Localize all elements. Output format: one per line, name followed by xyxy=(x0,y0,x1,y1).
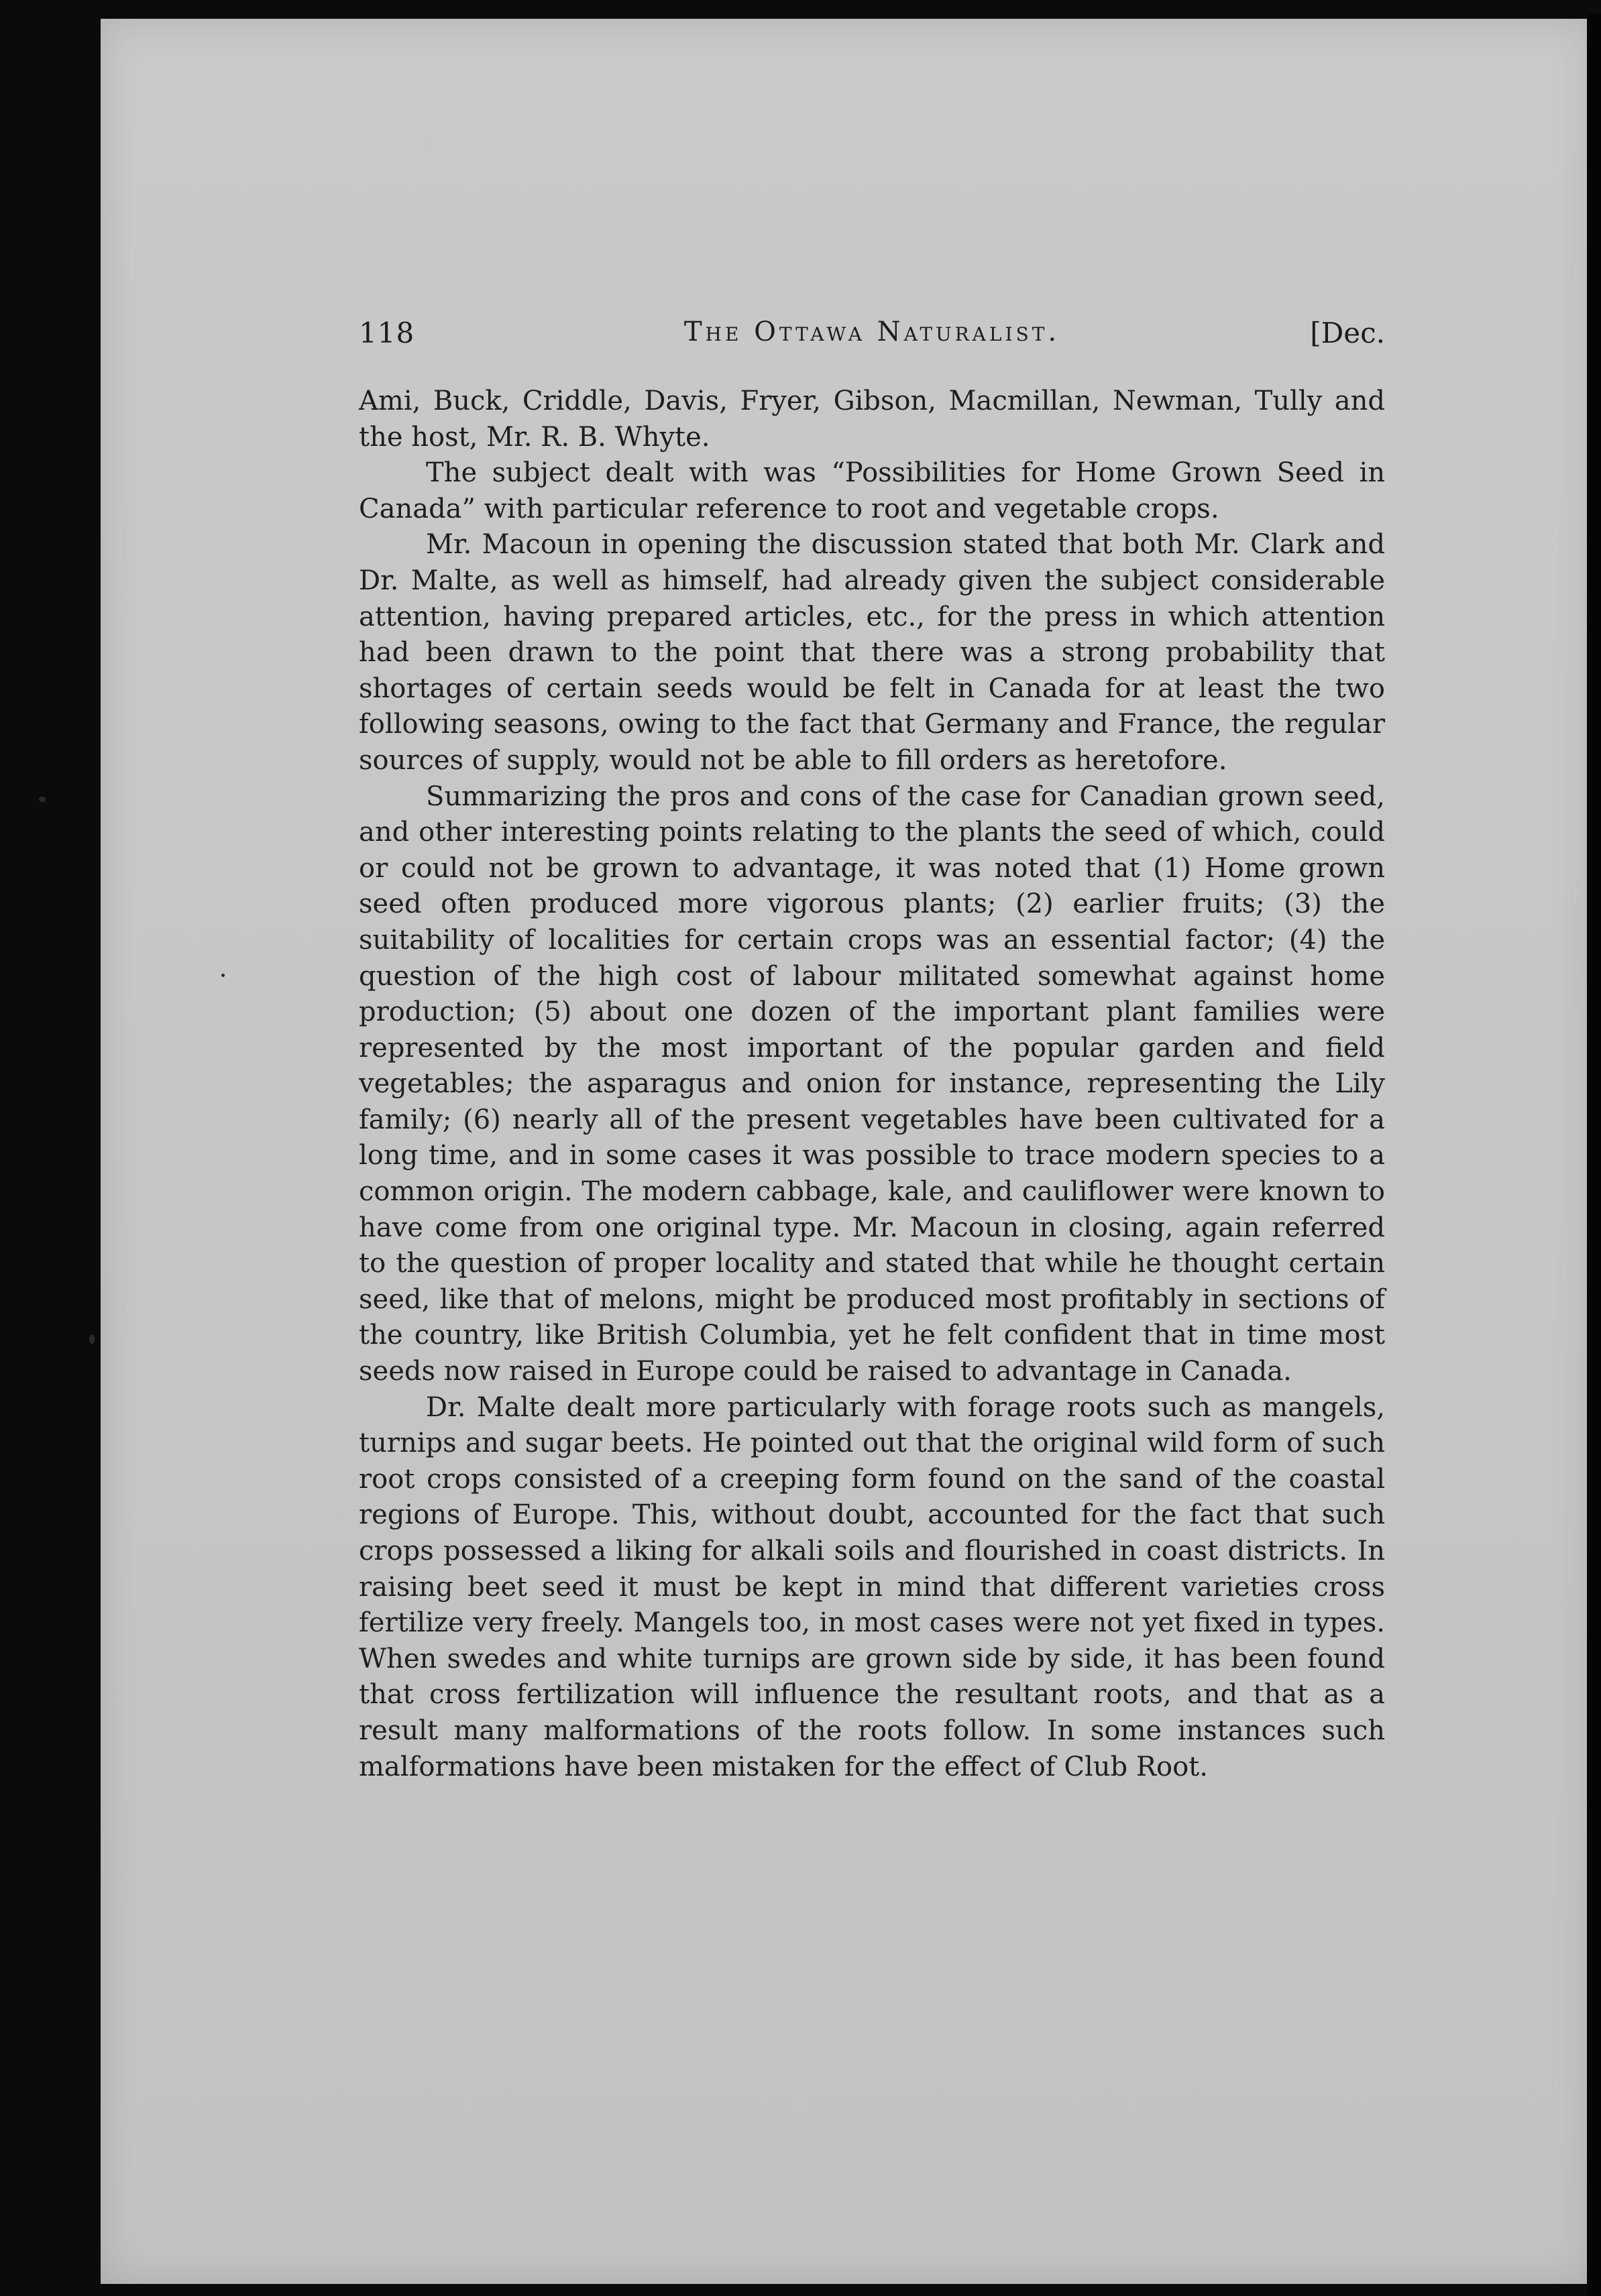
page-edge-shadow xyxy=(1587,13,1601,2296)
dust-speck xyxy=(89,1334,95,1344)
journal-title: The Ottawa Naturalist. xyxy=(683,317,1060,347)
paragraph-attendees: Ami, Buck, Criddle, Davis, Fryer, Gibson, Macmillan, Newman, Tully and the host, Mr. R. B. Whyte. xyxy=(359,386,1385,453)
paragraph-macoun-opening: Mr. Macoun in opening the discussion stated that both Mr. Clark and Dr. Malte, as well as himself, had already given the subject considerable attention, having prepared articles, etc., for the press in which attention had been drawn to the point that there was a strong probability that shortages of certain seeds would be felt in Canada for at least the two following seasons, owing to the fact that Germany and France, the regular sources of supply, would not be able to fill orders as heretofore. xyxy=(359,529,1385,776)
paragraph-malte: Dr. Malte dealt more particularly with forage roots such as mangels, turnips and sugar beets. He pointed out that the original wild form of such root crops consisted of a creeping form found on the sand of the coastal regions of Europe. This, without doubt, accounted for the fact that such crops possessed a liking for alkali soils and flourished in coast districts. In raising beet seed it must be kept in mind that different varieties cross fertilize very freely. Mangels too, in most cases were not yet fixed in types. When swedes and white turnips are grown side by side, it has been found that cross fertilization will influence the resultant roots, and that as a result many malformations of the roots follow. In some instances such malformations have been mistaken for the effect of Club Root. xyxy=(359,1391,1385,1782)
page-number: 118 xyxy=(359,317,415,349)
paragraph-subject: The subject dealt with was “Possibilities for Home Grown Seed in Canada” with particular reference to root and vegetable crops. xyxy=(359,457,1385,524)
dust-speck xyxy=(39,797,46,802)
dust-speck xyxy=(221,974,225,977)
issue-month: [Dec. xyxy=(1310,317,1385,349)
running-header xyxy=(359,310,1385,357)
article-body xyxy=(359,384,1385,1785)
paragraph-summary: Summarizing the pros and cons of the case for Canadian grown seed, and other interesting points relating to the plants the seed of which, could or could not be grown to advantage, it was noted that (1) Home grown seed often produced more vigorous plants; (2) earlier fruits; (3) the suitability of localities for certain crops was an essential factor; (4) the question of the high cost of labour militated somewhat against home production; (5) about one dozen of the important plant families were represented by the most important of the popular garden and field vegetables; the asparagus and onion for instance, representing the Lily family; (6) nearly all of the present vegetables have been cultivated for a long time, and in some cases it was possible to trace modern species to a common origin. The modern cabbage, kale, and cauliflower were known to have come from one original type. Mr. Macoun in closing, again referred to the question of proper locality and stated that while he thought certain seed, like that of melons, might be produced most profitably in sections of the country, like British Columbia, yet he felt confident that in time most seeds now raised in Europe could be raised to advantage in Canada. xyxy=(359,781,1385,1387)
